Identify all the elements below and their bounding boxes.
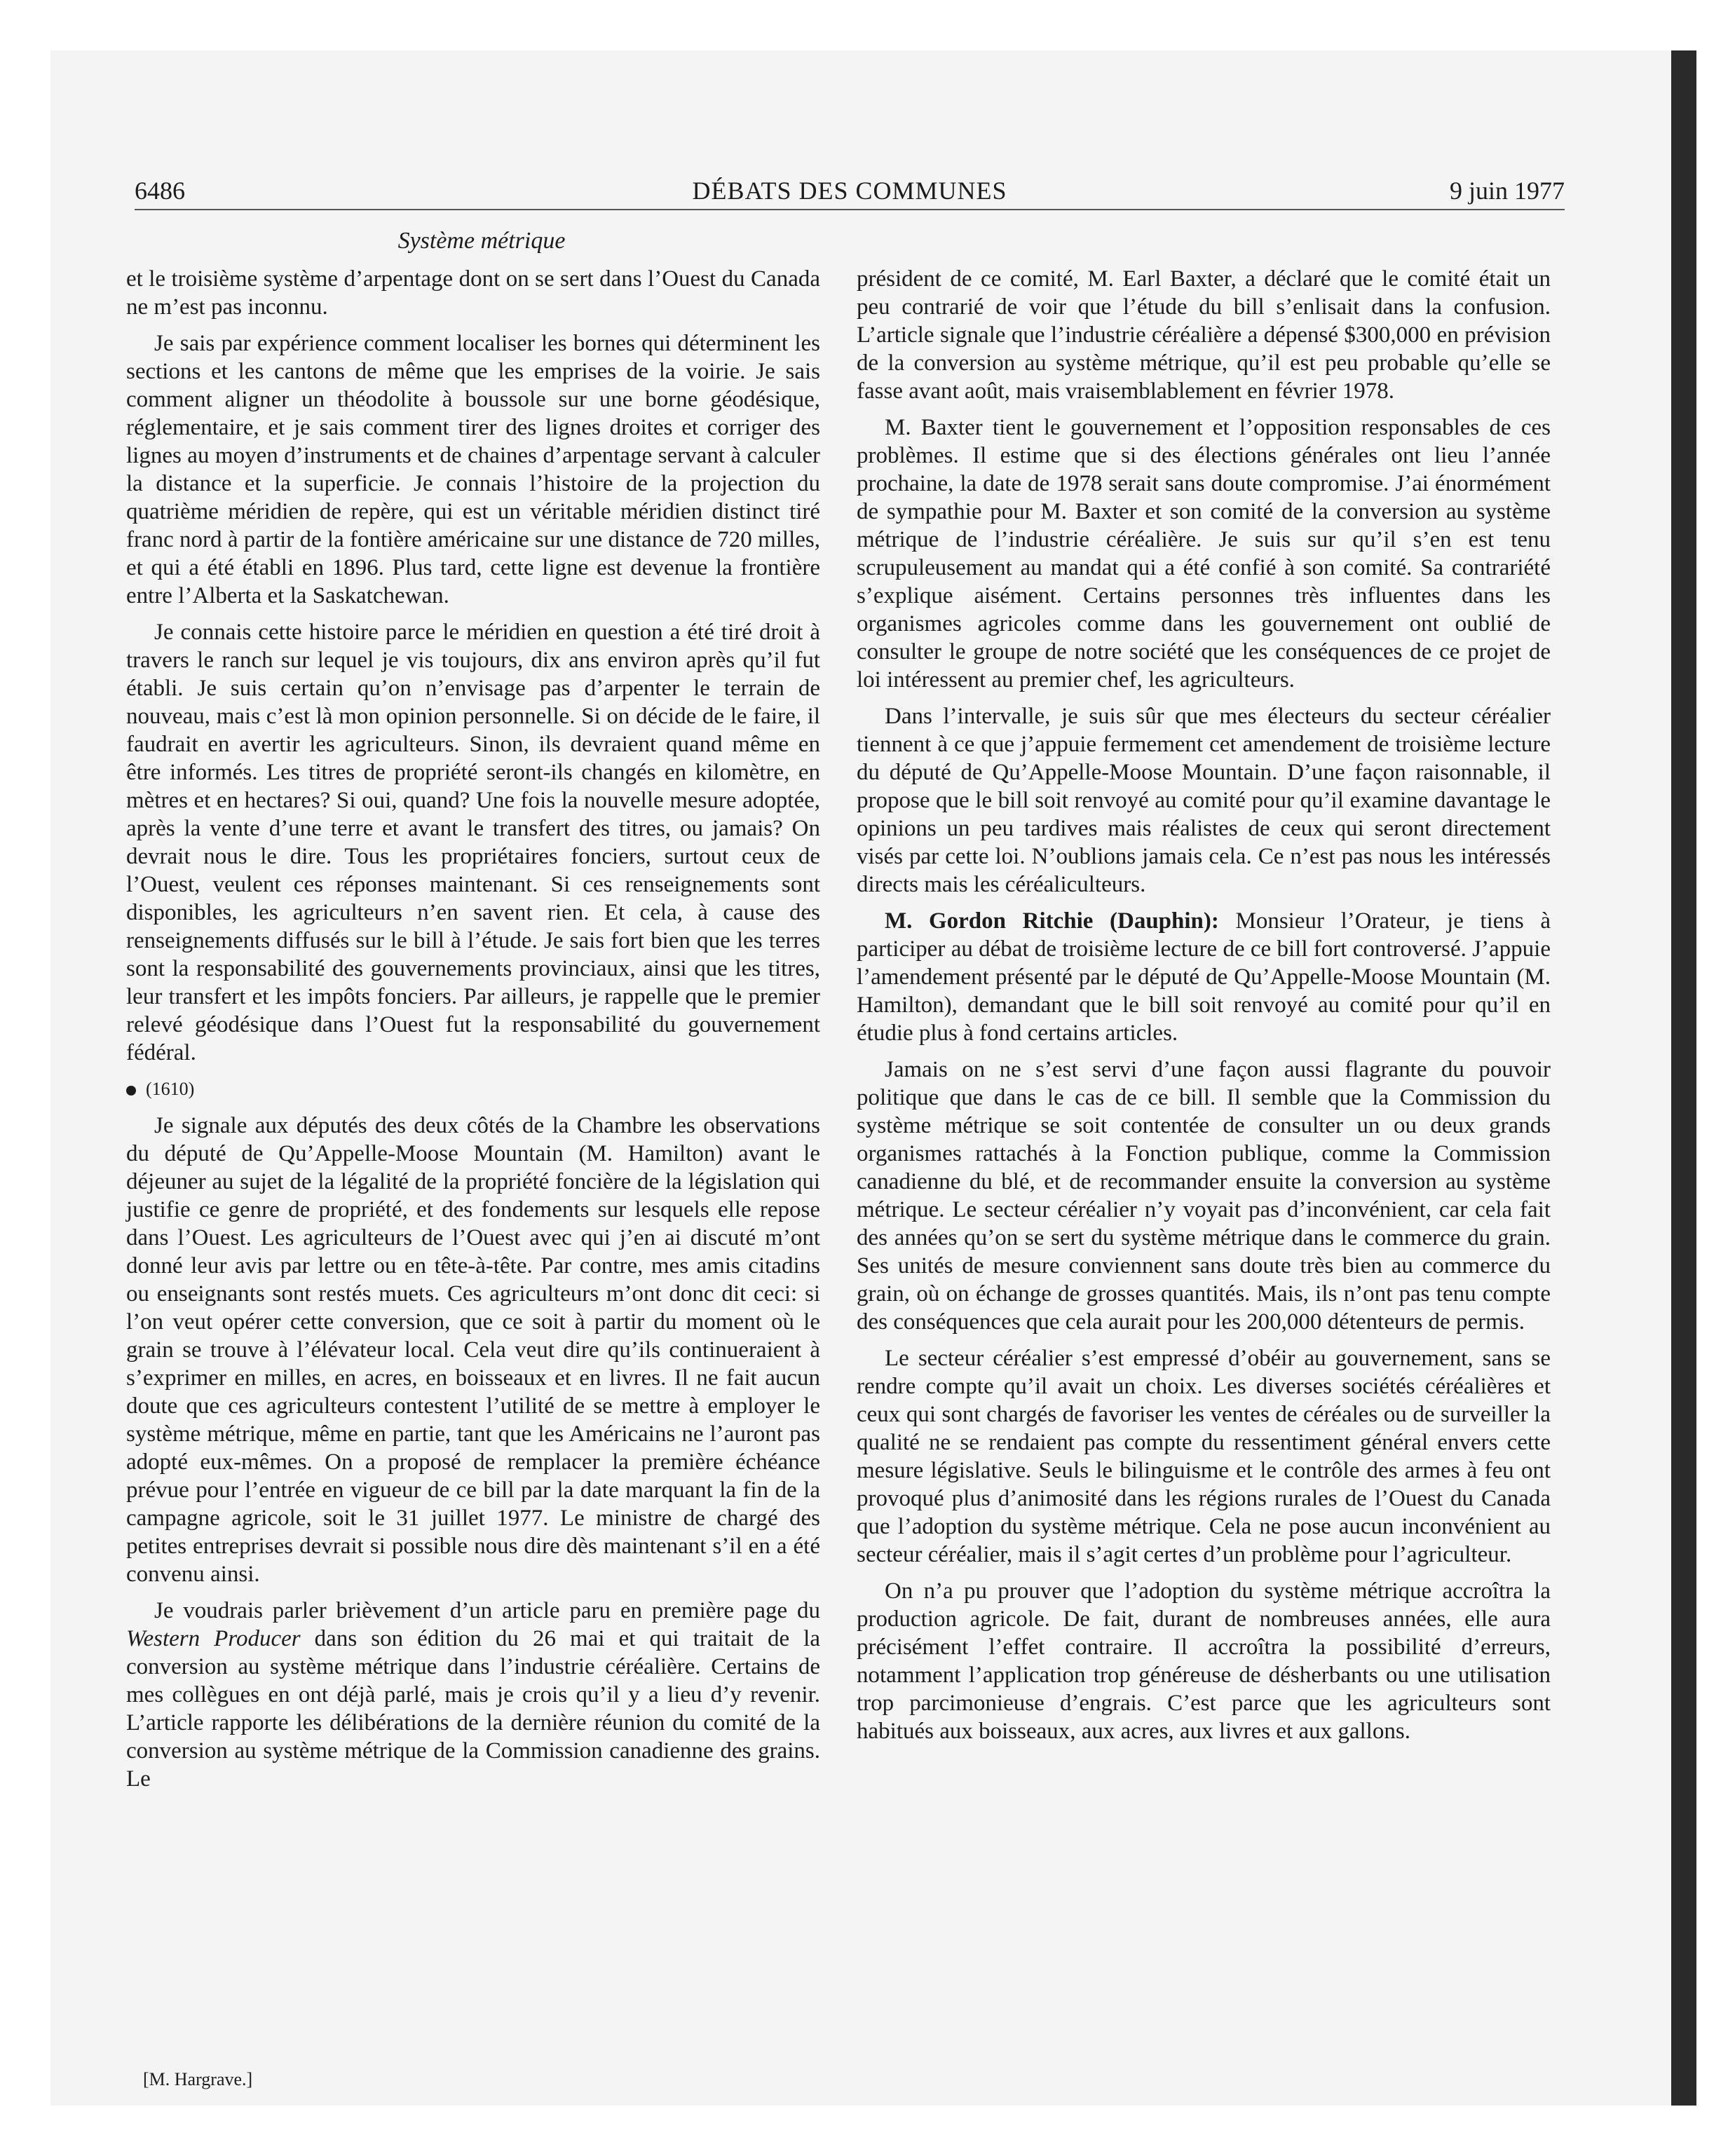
bullet-icon	[126, 1086, 136, 1096]
paragraph-text: dans son édition du 26 mai et qui traitait de la conversion au système métrique dans l’industrie céréalière. Certains de mes collègues en ont déjà parlé, mais je crois qu’il y a lieu d’y revenir. L’article rapporte les délibérations de la dernière réunion du comité de la conversion au système métrique de la Commission canadienne des grains. Le	[126, 1626, 820, 1792]
speaker-name: M. Gordon Ritchie (Dauphin):	[885, 908, 1219, 934]
paragraph	[857, 907, 1551, 1047]
scan-edge-bar	[1671, 50, 1696, 2106]
paragraph: Je sais par expérience comment localiser les bornes qui déterminent les sections et les cantons de même que les emprises de la voirie. Je sais comment aligner un théodolite à boussole sur une borne géodésique, réglementaire, et je sais comment tirer des lignes droites et corriger des lignes au moyen d’instruments et de chaines d’arpentage servant à calculer la distance et la superficie. Je connais l’histoire de la projection du quatrième méridien de repère, qui est un véritable méridien distinct tiré franc nord à partir de la fontière américaine sur une distance de 720 milles, et qui a été établi en 1896. Plus tard, cette ligne est devenue la frontière entre l’Alberta et la Saskatchewan.	[126, 331, 820, 608]
paragraph-text: Monsieur l’Orateur, je tiens à participer au débat de troisième lecture de ce bill fort controversé. J’appuie l’amendement présenté par le député de Qu’Appelle-Moose Mountain (M. Hamilton), demandant que le bill soit renvoyé au comité pour qu’il en étudie plus à fond certains articles.	[857, 908, 1551, 1046]
page-header	[135, 171, 1565, 210]
speaker-attribution: [M. Hargrave.]	[143, 2069, 253, 2089]
paragraph: président de ce comité, M. Earl Baxter, a déclaré que le comité était un peu contrarié de voir que l’étude du bill s’enlisait dans la confusion. L’article signale que l’industrie céréalière a dépensé $300,000 en prévision de la conversion au système métrique, qu’il est peu probable qu’elle se fasse avant août, mais vraisemblablement en février 1978.	[857, 266, 1551, 404]
paragraph: Jamais on ne s’est servi d’une façon aussi flagrante du pouvoir politique que dans le cas de ce bill. Il semble que la Commission du système métrique se soit contentée de consulter un ou deux grands organismes rattachés à la Fonction publique, comme la Commission canadienne du blé, et de recommander ensuite la conversion au système métrique. Le secteur céréalier n’y voyait pas d’inconvénient, car cela fait des années qu’on se sert du système métrique dans le commerce du grain. Ses unités de mesure conviennent sans doute très bien au commerce du grain, où on échange de grosses quantités. Mais, ils n’ont pas tenu compte des conséquences que cela aurait pour les 200,000 détenteurs de permis.	[857, 1057, 1551, 1335]
page-date: 9 juin 1977	[1449, 177, 1565, 205]
header-rule	[135, 209, 1565, 210]
paragraph: M. Baxter tient le gouvernement et l’opposition responsables de ces problèmes. Il estime que si des élections générales ont lieu l’année prochaine, la date de 1978 serait sans doute compromise. J’ai énormément de sympathie pour M. Baxter et son comité de la conversion au système métrique de l’industrie céréalière. Je suis sur qu’il s’en est tenu scrupuleusement au mandat qui a été confié à son comité. Sa contrariété s’explique aisément. Certains personnes très influentes dans les organismes agricoles comme dans les gouvernement ont oublié de consulter le groupe de notre société que les conséquences de ce projet de loi intéressent au premier chef, les agriculteurs.	[857, 415, 1551, 692]
paragraph: Le secteur céréalier s’est empressé d’obéir au gouvernement, sans se rendre compte qu’il avait un choix. Les diverses sociétés céréalières et ceux qui sont chargés de favoriser les ventes de céréales ou de surveiller la qualité ne se rendaient pas compte du ressentiment général envers cette mesure législative. Seuls le bilinguisme et le contrôle des armes à feu ont provoqué plus d’animosité dans les régions rurales de l’Ouest du Canada que l’adoption du système métrique. Cela ne pose aucun inconvénient au secteur céréalier, mais il s’agit certes d’un problème pour l’agriculteur.	[857, 1346, 1551, 1567]
publication-title: DÉBATS DES COMMUNES	[692, 177, 1007, 205]
timestamp	[126, 1075, 820, 1103]
page-number: 6486	[135, 177, 185, 205]
paragraph: Je signale aux députés des deux côtés de la Chambre les observations du député de Qu’Appelle-Moose Mountain (M. Hamilton) avant le déjeuner au sujet de la légalité de la propriété foncière de la législation qui justifie ce genre de propriété, et des fondements sur lesquels elle repose dans l’Ouest. Les agriculteurs de l’Ouest avec qui j’en ai discuté m’ont donné leur avis par lettre ou en tête-à-tête. Par contre, mes amis citadins ou enseignants sont restés muets. Ces agriculteurs m’ont donc dit ceci: si l’on veut opérer cette conversion, que ce soit à partir du moment où le grain se trouve à l’élévateur local. Cela veut dire qu’ils continueraient à s’exprimer en milles, en acres, en boisseaux et en livres. Il ne fait aucun doute que ces agriculteurs contestent l’utilité de se mettre à employer le système métrique, même en partie, tant que les Américains ne l’auront pas adopté eux-mêmes. On a proposé de remplacer la première échéance prévue pour l’entrée en vigueur de ce bill par la date marquant la fin de la campagne agricole, soit le 31 juillet 1977. Le ministre de chargé des petites entreprises devrait si possible nous dire dès maintenant s’il en a été convenu ainsi.	[126, 1113, 820, 1587]
timestamp-text: (1610)	[146, 1079, 195, 1099]
paragraph-text: Je voudrais parler brièvement d’un article paru en première page du	[154, 1598, 820, 1623]
publication-name: Western Producer	[126, 1626, 301, 1651]
paragraph: et le troisième système d’arpentage dont on se sert dans l’Ouest du Canada ne m’est pas inconnu.	[126, 266, 820, 320]
paragraph: On n’a pu prouver que l’adoption du système métrique accroîtra la production agricole. De fait, durant de nombreuses années, elle aura précisément l’effet contraire. Il accroîtra la possibilité d’erreurs, notamment l’application trop généreuse de désherbants ou une utilisation trop parcimonieuse d’engrais. C’est parce que les agriculteurs sont habitués aux boisseaux, aux acres, aux livres et aux gallons.	[857, 1578, 1551, 1744]
paragraph: Dans l’intervalle, je suis sûr que mes électeurs du secteur céréalier tiennent à ce que j’appuie fermement cet amendement de troisième lecture du député de Qu’Appelle-Moose Mountain. D’une façon raisonnable, il propose que le bill soit renvoyé au comité pour qu’il examine davantage le opinions un peu tardives mais réalistes de ceux qui seront directement visés par cette loi. N’oublions jamais cela. Ce n’est pas nous les intéressés directs mais les céréaliculteurs.	[857, 704, 1551, 897]
paragraph	[126, 1597, 820, 1793]
paragraph: Je connais cette histoire parce le méridien en question a été tiré droit à travers le ranch sur lequel je vis toujours, dix ans environ après qu’il fut établi. Je suis certain qu’on n’envisage pas d’arpenter le terrain de nouveau, mais c’est là mon opinion personnelle. Si on décide de le faire, il faudrait en avertir les agriculteurs. Sinon, ils devraient quand même en être informés. Les titres de propriété seront-ils changés en kilomètre, en mètres et en hectares? Si oui, quand? Une fois la nouvelle mesure adoptée, après la vente d’une terre et avant le transfert des titres, ou jamais? On devrait nous le dire. Tous les propriétaires fonciers, surtout ceux de l’Ouest, veulent ces réponses maintenant. Si ces renseignements sont disponibles, les agriculteurs n’en savent rien. Et cela, à cause des renseignements diffusés sur le bill à l’étude. Je sais fort bien que les terres sont la responsabilité des gouvernements provinciaux, ainsi que les titres, leur transfert et les impôts fonciers. Par ailleurs, je rappelle que le premier relevé géodésique dans l’Ouest fut la responsabilité du gouvernement fédéral.	[126, 620, 820, 1065]
section-title: Système métrique	[397, 228, 566, 254]
right-column	[857, 265, 1551, 1754]
left-column	[126, 265, 820, 1801]
